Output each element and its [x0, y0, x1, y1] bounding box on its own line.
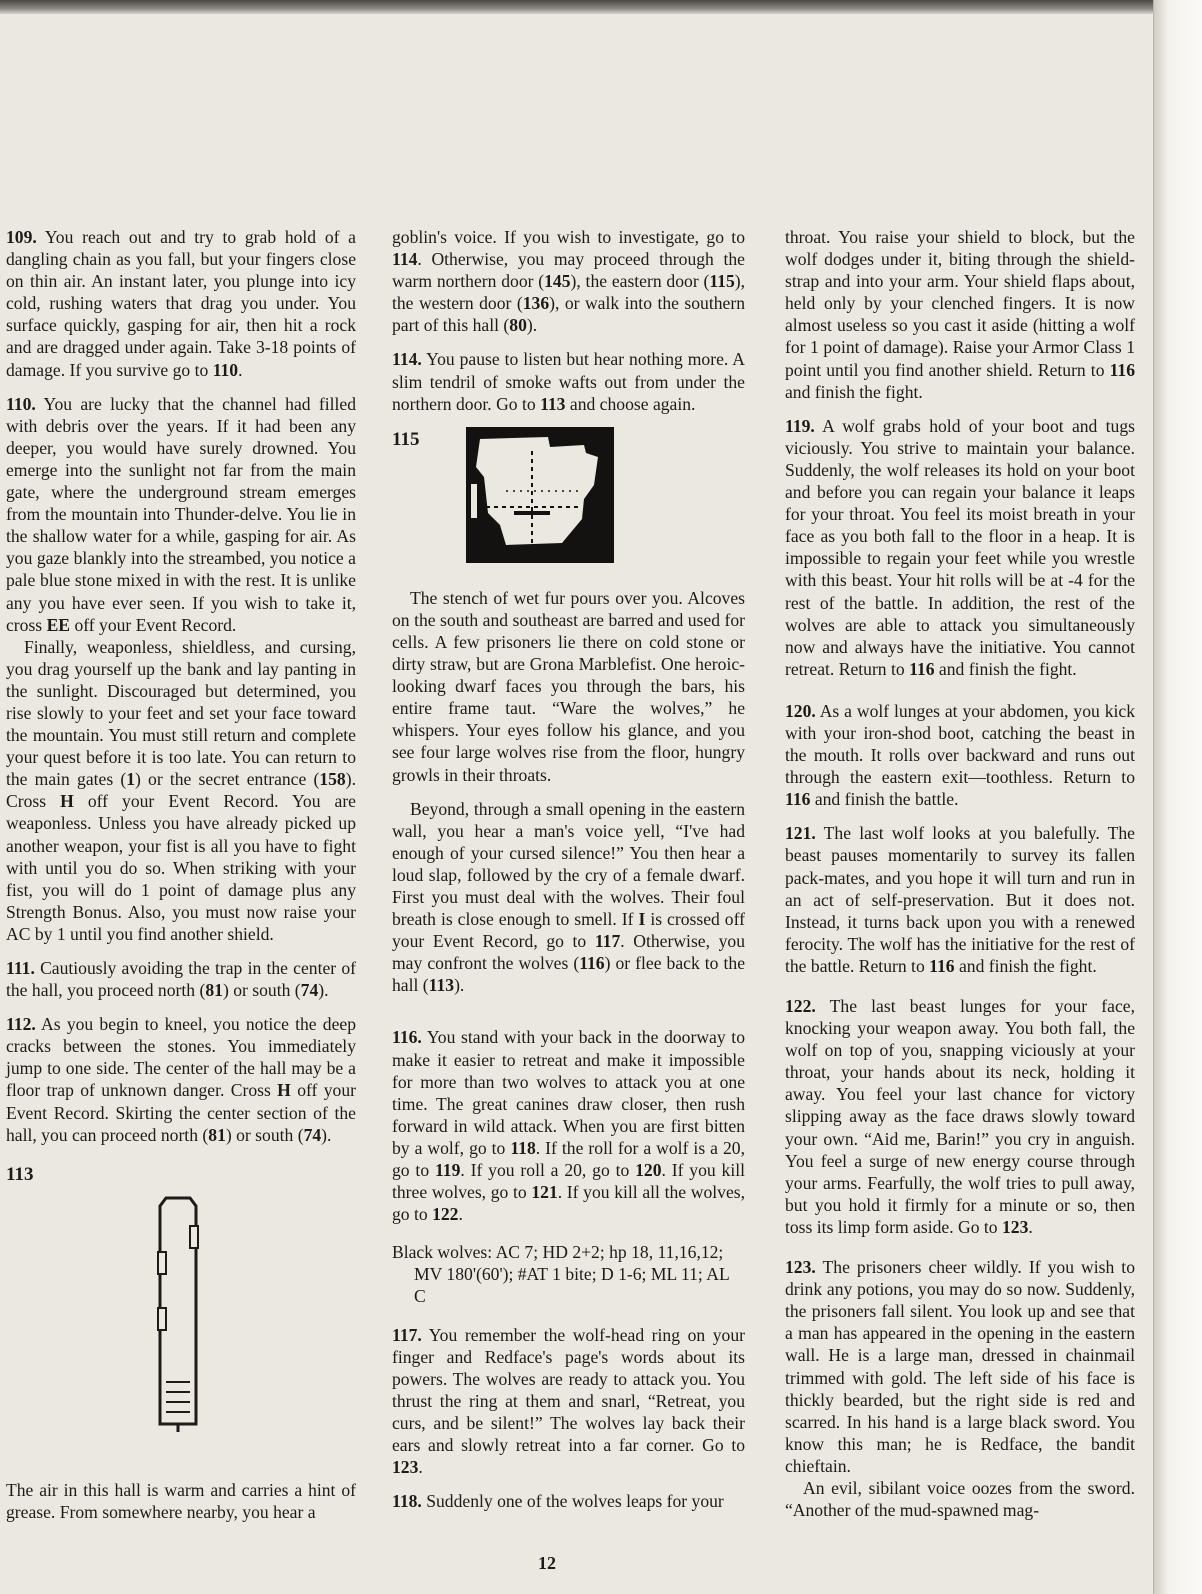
wolf-stat-block: Black wolves: AC 7; HD 2+2; hp 18, 11,16,12; MV 180'(60'); #AT 1 bite; D 1-6; ML 11; AL C [392, 1242, 730, 1307]
entry-122: 122. The last beast lunges for your face, knocking your weapon away. You both fall, the wolf on top of you, snapping viciously at your throat, your hands about its neck, holding it away. You feel your last chance for victory slipping away as the face draws slowly toward your own. “Aid me, Barin!” you cry in anguish. You feel a surge of new energy course through your arms. Fearfully, the wolf tries to pull away, but you hold it firmly for a minute or so, then toss its limp form aside. Go to 123. [785, 996, 1135, 1237]
entry-120: 120. As a wolf lunges at your abdomen, you kick with your iron-shod boot, catching the beast in the mouth. It rolls over backward and runs out through the eastern exit—toothless. Return to 116 and finish the battle. [785, 700, 1135, 810]
entry-114: 114. You pause to listen but hear nothing more. A slim tendril of smoke wafts out from under the northern door. Go to 113 and choose again. [392, 349, 745, 414]
map-113-hall [156, 1196, 200, 1432]
entry-123: 123. The prisoners cheer wildly. If you wish to drink any potions, you may do so now. Suddenly, the prisoners fall silent. You look up and see that a man has appeared in the opening in the eastern wall. He is a large man, dressed in chainmail trimmed with gold. The left side of his face is thickly bearded, but the right side is red and scarred. In his hand is a large black sword. You know this man; he is Redface, the bandit chieftain. [785, 1257, 1135, 1476]
entry-116: 116. You stand with your back in the doorway to make it easier to retreat and make it impossible for more than two wolves to attack you at one time. The great canines draw closer, then rush forward in wild attack. When you are first bitten by a wolf, go to 118. If the roll for a wolf is a 20, go to 119. If you roll a 20, go to 120. If you kill three wolves, go to 121. If you kill all the wolves, go to 122. [392, 1027, 745, 1225]
entry-110-cont: Finally, weaponless, shieldless, and cursing, you drag yourself up the bank and lay panting in the sunlight. Discouraged but determined, you rise slowly to your feet and set your face toward the mountain. You must still return and complete your quest before it is too late. You can return to the main gates (1) or the secret entrance (158). Cross H off your Event Record. You are weaponless. Unless you have already picked up another weapon, your fist is all you have to fight with until you do so. When striking with your fist, you will do 1 point of damage plus any Strength Bonus. Also, you must now raise your AC by 1 until you find another shield. [6, 636, 356, 944]
section-115-header [392, 427, 745, 563]
entry-121: 121. The last wolf looks at you balefully. The beast pauses momentarily to survey its fallen pack-mates, and you hope it will turn and run in an act of self-preservation. But it does not. Instead, it turns back upon you with a renewed ferocity. The wolf has the initiative for the rest of the battle. Return to 116 and finish the fight. [785, 823, 1135, 976]
entry-119: 119. A wolf grabs hold of your boot and tugs viciously. You strive to maintain your balance. Suddenly, the wolf releases its hold on your boot and before you can regain your balance it leaps for your throat. You feel its moist breath in your face as you both fall to the floor in a heap. It is impossible to regain your feet while you wrestle with this beast. Your hit rolls will be at -4 for the rest of the battle. In addition, the rest of the wolves are able to attack you simultaneously now and always have the initiative. You cannot retreat. Return to 116 and finish the fight. [785, 415, 1135, 679]
section-113-number: 113 [6, 1163, 34, 1185]
section-115-number: 115 [392, 428, 420, 450]
entry-110: 110. You are lucky that the channel had filled with debris over the years. If it had been any deeper, you would have surely drowned. You emerge into the sunlight not far from the main gate, where the underground stream emerges from the mountain into Thunder-delve. You lie in the shallow water for a while, gasping for air. As you gaze blankly into the streambed, you notice a pale blue stone mixed in with the rest. It is unlike any you have ever seen. If you wish to take it, cross EE off your Event Record. [6, 393, 356, 635]
entry-123-cont: An evil, sibilant voice oozes from the sword. “Another of the mud-spawned mag- [785, 1477, 1135, 1521]
entry-109: 109. You reach out and try to grab hold of a dangling chain as you fall, but your fingers close on thin air. An instant later, you plunge into icy cold, rushing waters that drag you under. You surface quickly, gasping for air, then hit a rock and are dragged under again. Take 3-18 points of damage. If you survive go to 110. [6, 227, 356, 380]
entry-115-cont: Beyond, through a small opening in the eastern wall, you hear a man's voice yell, “I've had enough of your cursed silence!” You then hear a loud slap, followed by the cry of a female dwarf. First you must deal with the wolves. Their foul breath is close enough to smell. If I is crossed off your Event Record, go to 117. Otherwise, you may confront the wolves (116) or flee back to the hall (113). [392, 798, 746, 996]
column-2 [392, 226, 745, 1524]
entry-115-text: The stench of wet fur pours over you. Alcoves on the south and southeast are barred and used for cells. A few prisoners lie there on cold stone or dirty straw, but are Grona Marblefist. One heroic-looking dwarf faces you through the bars, his entire frame taut. “Ware the wolves,” he whispers. Your eyes follow his glance, and you see four large wolves rise from the floor, hungry growls in their throats. [392, 587, 745, 785]
page-number: 12 [538, 1553, 556, 1573]
map-115-room [466, 427, 614, 563]
column-1 [6, 226, 356, 1535]
entry-113-cont: goblin's voice. If you wish to investigate, go to 114. Otherwise, you may proceed through the warm northern door (145), the eastern door (115), the western door (136), or walk into the southern part of this hall (80). [392, 227, 746, 336]
scan-right-edge [1153, 0, 1202, 1594]
entry-112: 112. As you begin to kneel, you notice the deep cracks between the stones. You immediately jump to one side. The center of the hall may be a floor trap of unknown danger. Cross H off your Event Record. Skirting the center section of the hall, you can proceed north (81) or south (74). [6, 1014, 357, 1145]
entry-117: 117. You remember the wolf-head ring on your finger and Redface's page's words about its powers. The wolves are ready to attack you. You thrust the ring at them and snarl, “Retreat, you curs, and be silent!” The wolves lay back their ears and slowly retreat into a far corner. Go to 123. [392, 1324, 745, 1478]
entry-111: 111. Cautiously avoiding the trap in the center of the hall, you proceed north (81) or south (74). [6, 958, 356, 1001]
scan-top-edge [0, 0, 1202, 14]
entry-113-text: The air in this hall is warm and carries a hint of grease. From somewhere nearby, you hear a [6, 1479, 356, 1523]
entry-118-cont: throat. You raise your shield to block, but the wolf dodges under it, biting through the shield-strap and into your arm. Your shield flaps about, held only by your clenched fingers. It is now almost useless so you cast it aside (hitting a wolf for 1 point of damage). Raise your Armor Class 1 point until you find another shield. Return to 116 and finish the fight. [785, 227, 1135, 402]
entry-118: 118. Suddenly one of the wolves leaps for your [392, 1491, 724, 1512]
column-3 [785, 226, 1135, 1533]
